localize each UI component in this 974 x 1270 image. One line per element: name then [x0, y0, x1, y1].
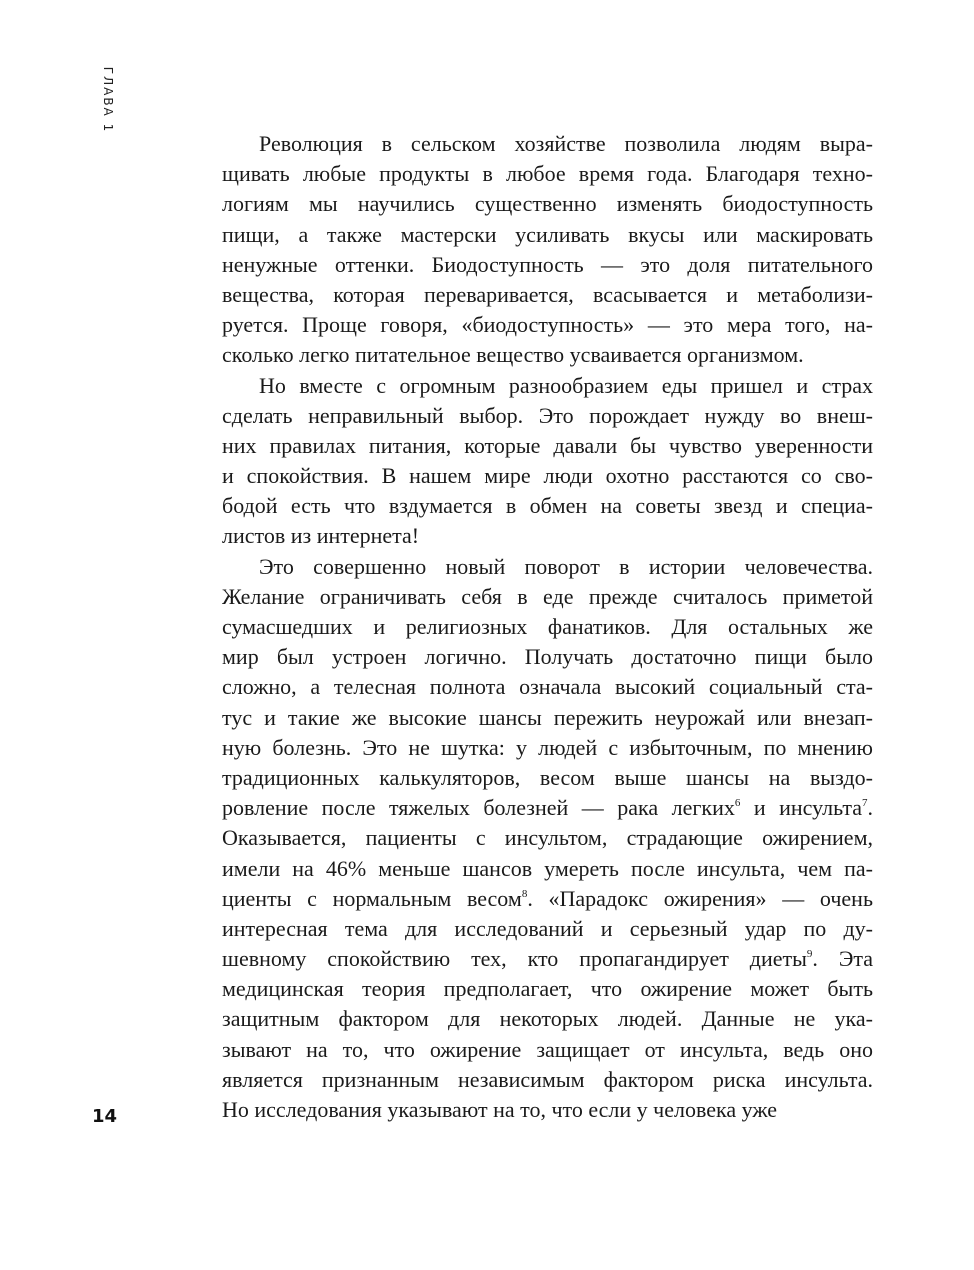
line-text: листов из интернета! — [222, 523, 420, 549]
text-line — [222, 280, 873, 310]
line-text: Желание ограничивать себя в еде прежде считалось приметой — [222, 583, 873, 609]
text-line — [222, 703, 873, 733]
line-text: ную болезнь. Это не шутка: у людей с избыточным, по мнению — [222, 734, 873, 760]
text-line — [222, 1065, 873, 1095]
footnote-ref[interactable]: 8 — [521, 887, 528, 900]
line-text: тус и такие же высокие шансы пережить неурожай или внезап- — [222, 704, 873, 730]
text-line — [222, 552, 873, 582]
text-line — [222, 159, 873, 189]
footnote-ref[interactable]: 6 — [734, 797, 741, 810]
text-line — [222, 642, 873, 672]
line-text: руется. Проще говоря, «биодоступность» — это мера того, на- — [222, 312, 873, 338]
text-line — [222, 371, 873, 401]
text-line — [222, 884, 873, 914]
text-line — [222, 733, 873, 763]
text-line — [222, 431, 873, 461]
line-text: щивать любые продукты в любое время года. Благодаря техно- — [222, 161, 873, 187]
line-text: ровление после тяжелых болезней — рака легких — [222, 795, 735, 821]
line-text: традиционных калькуляторов, весом выше шансы на выздо- — [222, 764, 873, 790]
line-text: сумасшедших и религиозных фанатиков. Для остальных же — [222, 614, 873, 639]
footnote-ref[interactable]: 9 — [806, 948, 813, 961]
text-line — [222, 1004, 873, 1034]
text-line — [222, 401, 873, 431]
text-line — [222, 612, 873, 642]
line-text: сделать неправильный выбор. Это порождает нужду во внеш- — [222, 402, 873, 428]
text-line — [222, 582, 873, 612]
line-text: сколько легко питательное вещество усваивается организмом. — [222, 342, 804, 368]
line-text: интересная тема для исследований и серьезный удар по ду- — [222, 915, 873, 941]
line-text: Это совершенно новый поворот в истории человечества. — [259, 553, 873, 579]
line-text: медицинская теория предполагает, что ожирение может быть — [222, 976, 873, 1002]
text-line — [222, 823, 873, 853]
text-line — [222, 340, 873, 370]
text-line — [222, 220, 873, 250]
text-line — [222, 914, 873, 944]
body-text — [222, 129, 873, 1125]
line-text: Революция в сельском хозяйстве позволила людям выра- — [259, 131, 873, 156]
line-text: шевному спокойствию тех, кто пропагандирует диеты — [222, 946, 807, 972]
text-line — [222, 974, 873, 1004]
text-line — [222, 521, 873, 551]
text-line — [222, 250, 873, 280]
line-text: логиям мы научились существенно изменять биодоступность — [222, 191, 873, 217]
line-text: Но исследования указывают на то, что если у человека уже — [222, 1097, 777, 1122]
line-text: Но вместе с огромным разнообразием еды пришел и страх — [259, 372, 873, 398]
paragraph — [222, 129, 873, 371]
text-line — [222, 793, 873, 823]
text-line — [222, 672, 873, 702]
line-text: . «Парадокс ожирения» — очень — [527, 885, 873, 911]
line-text: них правилах питания, которые давали бы чувство уверенности — [222, 432, 873, 458]
text-line — [222, 491, 873, 521]
line-text: ненужные оттенки. Биодоступность — это доля питательного — [222, 251, 873, 277]
footnote-ref[interactable]: 7 — [862, 797, 868, 810]
line-text: циенты с нормальным весом — [222, 885, 522, 911]
line-text: зывают на то, что ожирение защищает от инсульта, ведь оно — [222, 1036, 873, 1062]
line-text: и инсульта — [740, 795, 862, 821]
line-text: является признанным независимым фактором риска инсульта. — [222, 1066, 873, 1092]
running-head — [88, 50, 128, 150]
line-text: бодой есть что вздумается в обмен на советы звезд и специа- — [222, 493, 873, 519]
text-line — [222, 461, 873, 491]
line-text: вещества, которая переваривается, всасывается и метаболизи- — [222, 281, 873, 307]
line-text: . — [867, 795, 873, 821]
line-text: пищи, а также мастерски усиливать вкусы или маскировать — [222, 221, 873, 247]
line-text: сложно, а телесная полнота означала высокий социальный ста- — [222, 674, 873, 700]
text-line — [222, 129, 873, 159]
paragraph — [222, 371, 873, 552]
line-text: защитным фактором для некоторых людей. Данные не ука- — [222, 1006, 873, 1032]
line-text: мир был устроен логично. Получать достаточно пищи было — [222, 644, 873, 670]
text-line — [222, 854, 873, 884]
chapter-label: ГЛАВА 1 — [101, 66, 116, 134]
line-text: Оказывается, пациенты с инсультом, страдающие ожирением, — [222, 825, 873, 851]
text-line — [222, 944, 873, 974]
text-line — [222, 763, 873, 793]
line-text: имели на 46% меньше шансов умереть после инсульта, чем па- — [222, 855, 873, 881]
text-line — [222, 189, 873, 219]
page-number: 14 — [92, 1106, 118, 1127]
text-line — [222, 1095, 873, 1125]
line-text: . Эта — [812, 946, 873, 972]
text-line — [222, 310, 873, 340]
paragraph — [222, 552, 873, 1126]
text-line — [222, 1035, 873, 1065]
line-text: и спокойствия. В нашем мире люди охотно расстаются со сво- — [222, 463, 873, 489]
